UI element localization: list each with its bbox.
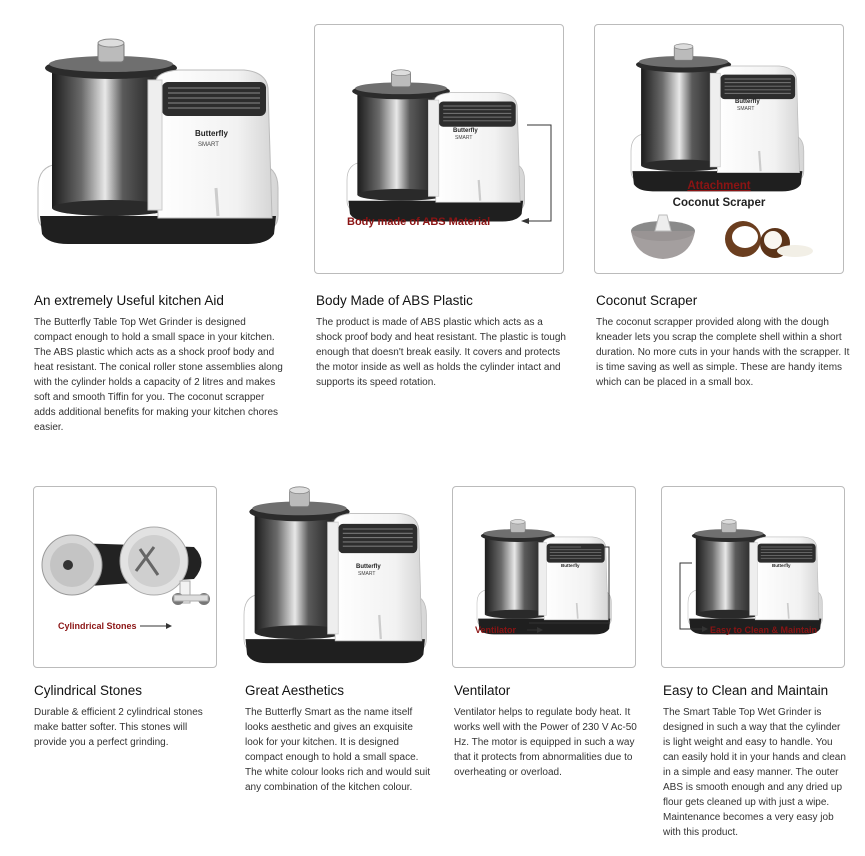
product-image-ventilator[interactable] — [452, 486, 636, 668]
card-description: Ventilator helps to regulate body heat. It works well with the Power of 230 V Ac-50 Hz. The motor is equipped in such a way that it protects from abnormalities due to overheating or overload. — [454, 707, 637, 778]
callout-label: Ventilator — [475, 625, 517, 635]
card-description: The product is made of ABS plastic which acts as a shock proof body and heat resistant. The plastic is tough enough that doesn't break easily. It covers and protects the motor inside as well as holds the cylinder intact and supports its speed rotation. — [316, 317, 566, 388]
callout-label: Body made of ABS Material — [347, 216, 491, 228]
svg-text:SMART: SMART — [198, 142, 219, 148]
card-description: The Butterfly Table Top Wet Grinder is designed compact enough to hold a small space in your kitchen. The ABS plastic which acts as a shock proof body and heat resistant. The conical roller stone assemblies along with the cylinder holds a capacity of 2 litres and makes soft and smooth Tiffin for you. The coconut scrapper adds additional benefits for making your kitchen chores easier. — [34, 317, 283, 433]
svg-text:SMART: SMART — [737, 106, 755, 112]
product-image-grinder[interactable] — [30, 18, 286, 278]
callout-label: Cylindrical Stones — [58, 621, 137, 631]
card-title: Coconut Scraper — [596, 293, 698, 308]
callout-label: Attachment — [687, 180, 751, 192]
card-title: Ventilator — [454, 683, 511, 698]
svg-text:SMART: SMART — [358, 571, 376, 577]
callout-sublabel: Coconut Scraper — [672, 197, 766, 209]
card-title: An extremely Useful kitchen Aid — [34, 293, 224, 308]
coconut-icon — [725, 221, 813, 258]
card-description: The Smart Table Top Wet Grinder is designed in such a way that the cylinder is light weight and easy to handle. You can easily hold it in your hands and clean in a simple and easy manner. The outer ABS is smooth enough and any dried up flour gets cleaned up with just a wipe. Maintenance becomes a very easy job with this product. — [663, 707, 846, 838]
brand-logo: Butterfly — [195, 129, 228, 138]
product-image-aesthetics[interactable] — [242, 484, 428, 670]
card-title: Great Aesthetics — [245, 683, 345, 698]
scraper-attachment-icon — [631, 215, 695, 259]
card-title: Cylindrical Stones — [34, 683, 143, 698]
brand-logo: Butterfly — [453, 128, 478, 134]
card-title: Easy to Clean and Maintain — [663, 683, 829, 698]
brand-logo: Butterfly — [356, 564, 381, 570]
brand-logo: Butterfly — [561, 563, 580, 568]
product-image-easy-clean[interactable] — [661, 486, 845, 668]
product-image-abs-body[interactable] — [314, 24, 564, 274]
card-description: The coconut scrapper provided along with the dough kneader lets you scrap the complete shell within a short duration. No more cuts in your hands with the scrapper. It is time saving as well as simple. These are handy items which can be placed in a small box. — [596, 317, 850, 388]
card-description: Durable & efficient 2 cylindrical stones make batter softer. This stones will provide you a perfect grinding. — [34, 707, 203, 748]
brand-logo: Butterfly — [735, 99, 760, 105]
brand-logo: Butterfly — [772, 563, 791, 568]
product-image-cylindrical-stones[interactable] — [33, 486, 217, 668]
product-image-coconut-scraper[interactable] — [594, 24, 844, 274]
card-description: The Butterfly Smart as the name itself looks aesthetic and gives an exquisite look for your kitchen. It is designed compact enough to hold a small space. The white colour looks rich and would suit any combination of the kitchen colour. — [245, 707, 431, 793]
svg-text:SMART: SMART — [455, 135, 473, 141]
callout-label: Easy to Clean & Maintain — [710, 625, 818, 635]
card-title: Body Made of ABS Plastic — [316, 293, 473, 308]
